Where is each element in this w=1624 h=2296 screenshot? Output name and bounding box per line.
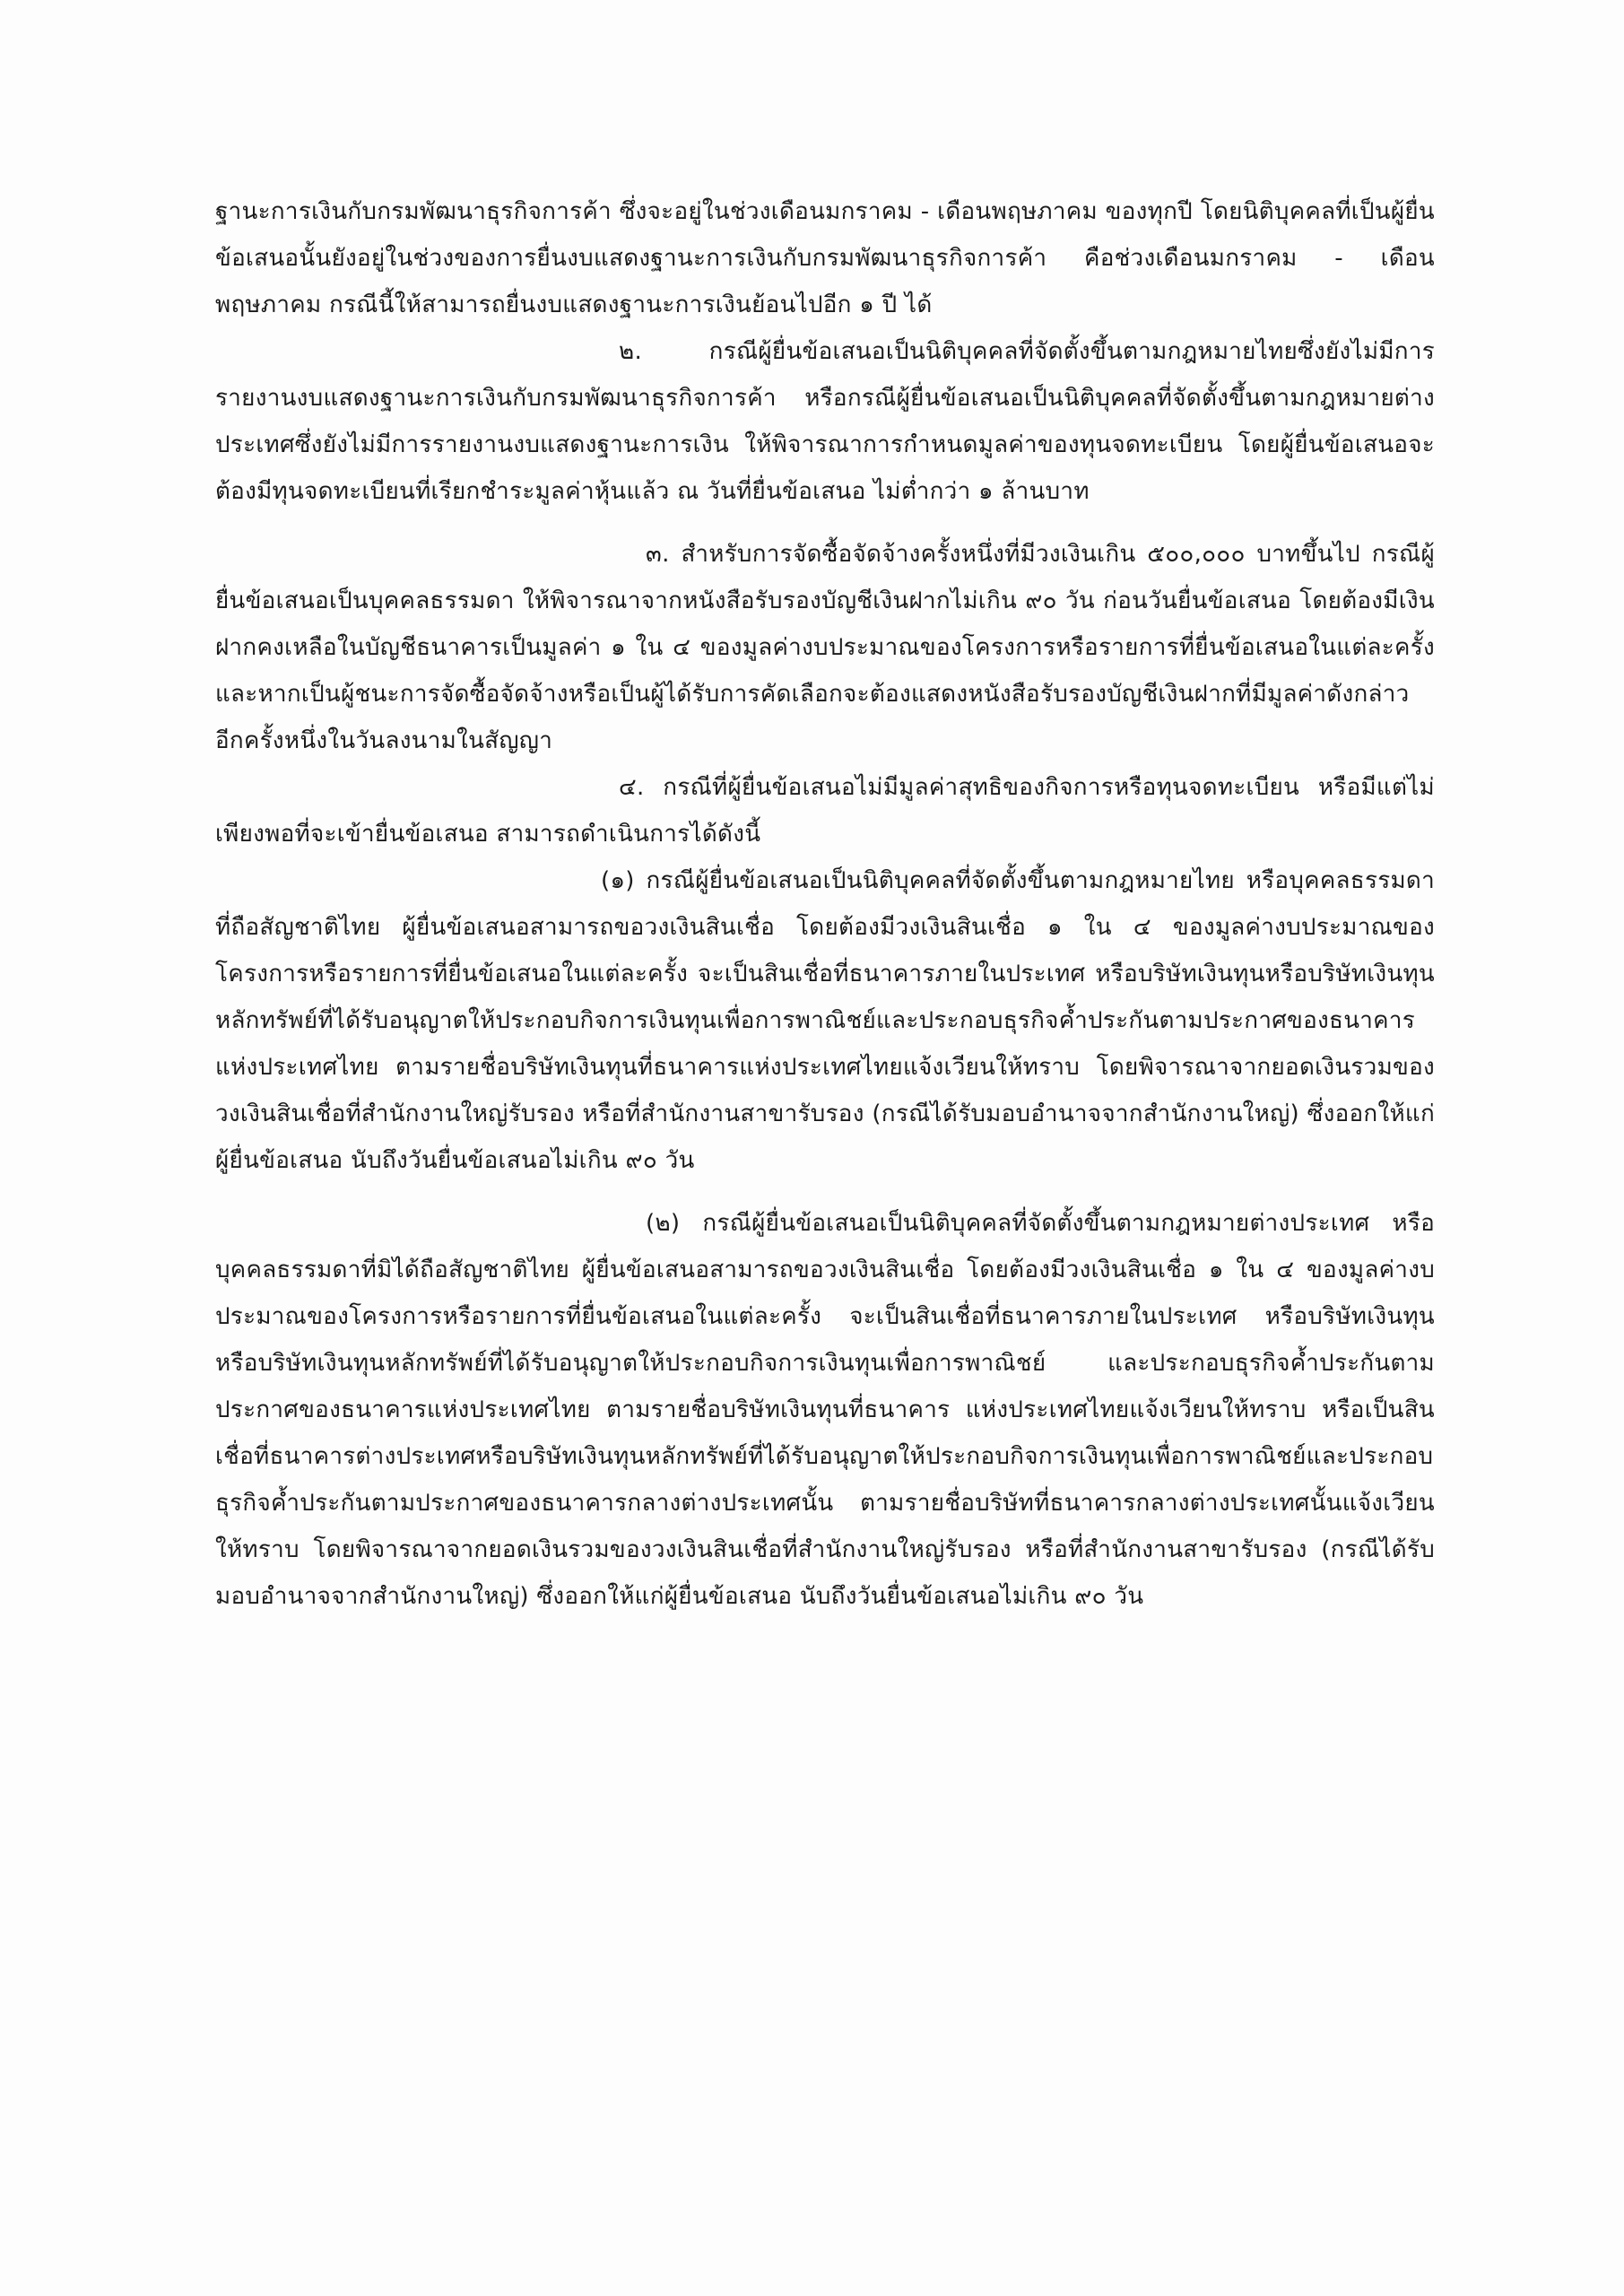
paragraph-item-3: ๓. สำหรับการจัดซื้อจัดจ้างครั้งหนึ่งที่มีวงเงินเกิน ๕๐๐,๐๐๐ บาทขึ้นไป กรณีผู้ยื่นข้อเสนอเป็นบุคคลธรรมดา ให้พิจารณาจากหนังสือรับรองบัญชีเงินฝากไม่เกิน ๙๐ วัน ก่อนวันยื่นข้อเสนอ โดยต้องมีเงินฝากคงเหลือในบัญชีธนาคารเป็นมูลค่า ๑ ใน ๔ ของมูลค่างบประมาณของโครงการหรือรายการที่ยื่นข้อเสนอในแต่ละครั้ง และหากเป็นผู้ชนะการจัดซื้อจัดจ้างหรือเป็นผู้ได้รับการคัดเลือกจะต้องแสดงหนังสือรับรองบัญชีเงินฝากที่มีมูลค่าดังกล่าวอีกครั้งหนึ่งในวันลงนามในสัญญา <box>215 541 1435 754</box>
paragraph-continuation: ฐานะการเงินกับกรมพัฒนาธุรกิจการค้า ซึ่งจะอยู่ในช่วงเดือนมกราคม - เดือนพฤษภาคม ของทุกปี โดยนิติบุคคลที่เป็นผู้ยื่นข้อเสนอนั้นยังอยู่ในช่วงของการยื่นงบแสดงฐานะการเงินกับกรมพัฒนาธุรกิจการค้า คือช่วงเดือนมกราคม - เดือนพฤษภาคม กรณีนี้ให้สามารถยื่นงบแสดงฐานะการเงินย้อนไปอีก ๑ ปี ได้ <box>215 198 1435 318</box>
paragraph-item-2: ๒. กรณีผู้ยื่นข้อเสนอเป็นนิติบุคคลที่จัดตั้งขึ้นตามกฎหมายไทยซึ่งยังไม่มีการรายงานงบแสดงฐานะการเงินกับกรมพัฒนาธุรกิจการค้า หรือกรณีผู้ยื่นข้อเสนอเป็นนิติบุคคลที่จัดตั้งขึ้นตามกฎหมายต่างประเทศซึ่งยังไม่มีการรายงานงบแสดงฐานะการเงิน ให้พิจารณาการกำหนดมูลค่าของทุนจดทะเบียน โดยผู้ยื่นข้อเสนอจะต้องมีทุนจดทะเบียนที่เรียกชำระมูลค่าหุ้นแล้ว ณ วันที่ยื่นข้อเสนอ ไม่ต่ำกว่า ๑ ล้านบาท <box>215 338 1435 505</box>
paragraph-sub-item-1: (๑) กรณีผู้ยื่นข้อเสนอเป็นนิติบุคคลที่จัดตั้งขึ้นตามกฎหมายไทย หรือบุคคลธรรมดาที่ถือสัญชาติไทย ผู้ยื่นข้อเสนอสามารถขอวงเงินสินเชื่อ โดยต้องมีวงเงินสินเชื่อ ๑ ใน ๔ ของมูลค่างบประมาณของโครงการหรือรายการที่ยื่นข้อเสนอในแต่ละครั้ง จะเป็นสินเชื่อที่ธนาคารภายในประเทศ หรือบริษัทเงินทุนหรือบริษัทเงินทุนหลักทรัพย์ที่ได้รับอนุญาตให้ประกอบกิจการเงินทุนเพื่อการพาณิชย์และประกอบธุรกิจค้ำประกันตามประกาศของธนาคารแห่งประเทศไทย ตามรายชื่อบริษัทเงินทุนที่ธนาคารแห่งประเทศไทยแจ้งเวียนให้ทราบ โดยพิจารณาจากยอดเงินรวมของวงเงินสินเชื่อที่สำนักงานใหญ่รับรอง หรือที่สำนักงานสาขารับรอง (กรณีได้รับมอบอำนาจจากสำนักงานใหญ่) ซึ่งออกให้แก่ผู้ยื่นข้อเสนอ นับถึงวันยื่นข้อเสนอไม่เกิน ๙๐ วัน <box>215 867 1435 1174</box>
paragraph-sub-item-2: (๒) กรณีผู้ยื่นข้อเสนอเป็นนิติบุคคลที่จัดตั้งขึ้นตามกฎหมายต่างประเทศ หรือบุคคลธรรมดาที่มิได้ถือสัญชาติไทย ผู้ยื่นข้อเสนอสามารถขอวงเงินสินเชื่อ โดยต้องมีวงเงินสินเชื่อ ๑ ใน ๔ ของมูลค่างบประมาณของโครงการหรือรายการที่ยื่นข้อเสนอในแต่ละครั้ง จะเป็นสินเชื่อที่ธนาคารภายในประเทศ หรือบริษัทเงินทุนหรือบริษัทเงินทุนหลักทรัพย์ที่ได้รับอนุญาตให้ประกอบกิจการเงินทุนเพื่อการพาณิชย์ และประกอบธุรกิจค้ำประกันตามประกาศของธนาคารแห่งประเทศไทย ตามรายชื่อบริษัทเงินทุนที่ธนาคาร แห่งประเทศไทยแจ้งเวียนให้ทราบ หรือเป็นสินเชื่อที่ธนาคารต่างประเทศหรือบริษัทเงินทุนหลักทรัพย์ที่ได้รับอนุญาตให้ประกอบกิจการเงินทุนเพื่อการพาณิชย์และประกอบธุรกิจค้ำประกันตามประกาศของธนาคารกลางต่างประเทศนั้น ตามรายชื่อบริษัทที่ธนาคารกลางต่างประเทศนั้นแจ้งเวียนให้ทราบ โดยพิจารณาจากยอดเงินรวมของวงเงินสินเชื่อที่สำนักงานใหญ่รับรอง หรือที่สำนักงานสาขารับรอง (กรณีได้รับมอบอำนาจจากสำนักงานใหญ่) ซึ่งออกให้แก่ผู้ยื่นข้อเสนอ นับถึงวันยื่นข้อเสนอไม่เกิน ๙๐ วัน <box>215 1210 1435 1610</box>
document-body <box>215 188 1435 1620</box>
paragraph-item-4: ๔. กรณีที่ผู้ยื่นข้อเสนอไม่มีมูลค่าสุทธิของกิจการหรือทุนจดทะเบียน หรือมีแต่ไม่เพียงพอที่จะเข้ายื่นข้อเสนอ สามารถดำเนินการได้ดังนี้ <box>215 774 1435 848</box>
